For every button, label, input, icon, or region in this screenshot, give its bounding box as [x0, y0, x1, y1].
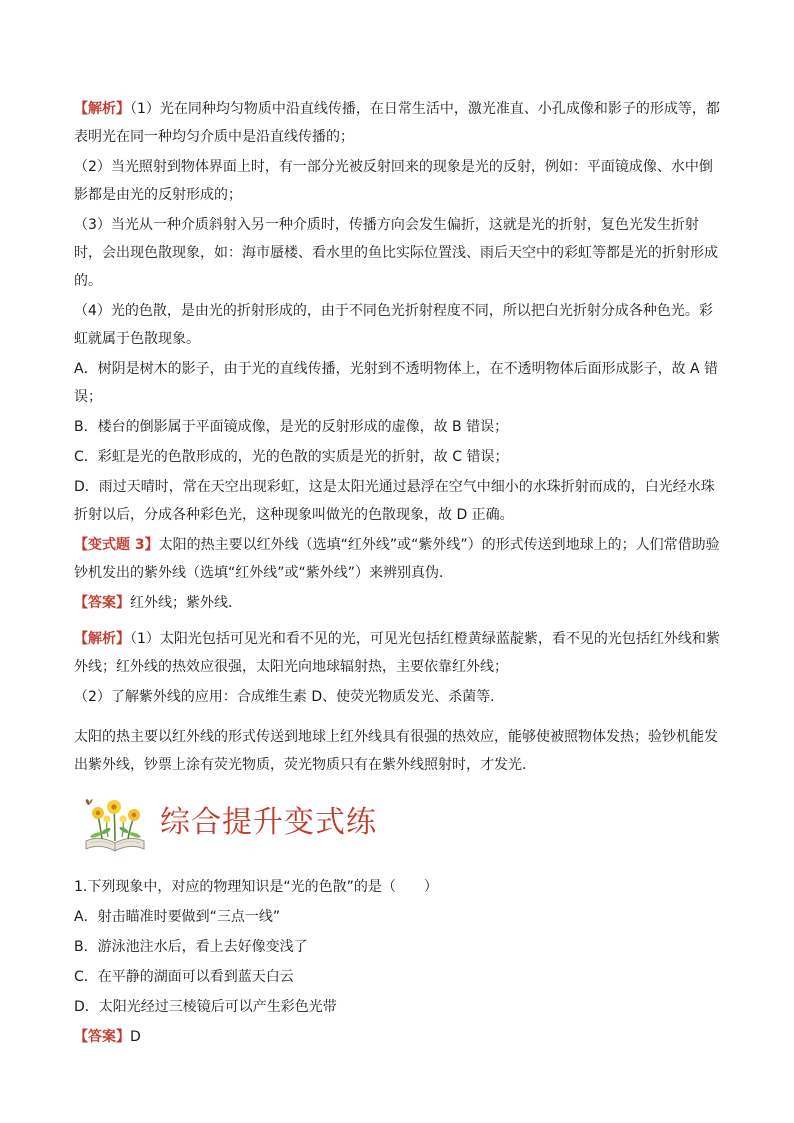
variant3-tag: 【变式题 3】 — [74, 537, 159, 553]
analysis-tag: 【解析】 — [74, 101, 130, 117]
section-banner — [74, 793, 724, 863]
analysis-paragraph-2: （2）当光照射到物体界面上时，有一部分光被反射回来的现象是光的反射，例如：平面镜成像、水中倒影都是由光的反射形成的； — [74, 159, 713, 203]
question-1-option-a: A．射击瞄准时要做到“三点一线” — [74, 909, 281, 925]
analysis-paragraph-1 — [74, 95, 724, 151]
analysis-paragraph-3: （3）当光从一种介质斜射入另一种介质时，传播方向会发生偏折，这就是光的折射，复色光发生折射时，会出现色散现象，如：海市蜃楼、看水里的鱼比实际位置浅、雨后天空中的彩虹等都是光的折射形成的。 — [74, 217, 718, 289]
variant3-analysis-2: （2）了解紫外线的应用：合成维生素 D、使荧光物质发光、杀菌等． — [74, 689, 505, 705]
question-1-stem: 1.下列现象中，对应的物理知识是“光的色散”的是（ ） — [74, 879, 438, 895]
analysis-option-d: D．雨过天晴时，常在天空出现彩虹，这是太阳光通过悬浮在空气中细小的水珠折射而成的，白光经水珠折射以后，分成各种彩色光，这种现象叫做光的色散现象，故 D 正确。 — [74, 479, 715, 523]
answer-tag-2: 【答案】 — [74, 1029, 130, 1045]
section-title: 综合提升变式练 — [160, 805, 377, 840]
question-1-option-d: D．太阳光经过三棱镜后可以产生彩色光带 — [74, 999, 337, 1015]
variant3-question — [74, 531, 724, 587]
analysis-option-c: C．彩虹是光的色散形成的，光的色散的实质是光的折射，故 C 错误； — [74, 449, 509, 465]
analysis-tag-2: 【解析】 — [74, 631, 130, 647]
variant3-question-text: 太阳的热主要以红外线（选填“红外线”或“紫外线”）的形式传送到地球上的；人们常借助验钞机发出的紫外线（选填“红外线”或“紫外线”）来辨别真伪． — [74, 537, 720, 581]
question-1-answer — [74, 1023, 724, 1051]
variant3-summary: 太阳的热主要以红外线的形式传送到地球上红外线具有很强的热效应，能够使被照物体发热；验钞机能发出紫外线，钞票上涂有荧光物质，荧光物质只有在紫外线照射时，才发光． — [74, 729, 718, 773]
question-1-option-b: B．游泳池注水后，看上去好像变浅了 — [74, 939, 308, 955]
analysis-paragraph-4: （4）光的色散，是由光的折射形成的，由于不同色光折射程度不同，所以把白光折射分成各种色光。彩虹就属于色散现象。 — [74, 303, 713, 347]
variant3-answer-text: 红外线；紫外线． — [130, 595, 242, 611]
variant3-analysis-1 — [74, 625, 724, 681]
answer-tag: 【答案】 — [74, 595, 130, 611]
document-page — [74, 95, 724, 1051]
analysis-option-b: B．楼台的倒影属于平面镜成像，是光的反射形成的虚像，故 B 错误； — [74, 419, 509, 435]
question-1-option-c: C．在平静的湖面可以看到蓝天白云 — [74, 969, 294, 985]
analysis-option-a: A．树阴是树木的影子，由于光的直线传播，光射到不透明物体上，在不透明物体后面形成影子，故 A 错误； — [74, 361, 719, 405]
analysis-text-1: （1）光在同种均匀物质中沿直线传播，在日常生活中，激光准直、小孔成像和影子的形成等，都表明光在同一种均匀介质中是沿直线传播的； — [74, 101, 720, 145]
variant3-answer — [74, 589, 724, 617]
variant3-analysis-text-1: （1）太阳光包括可见光和看不见的光，可见光包括红橙黄绿蓝靛紫，看不见的光包括红外线和紫外线；红外线的热效应很强，太阳光向地球辐射热，主要依靠红外线； — [74, 631, 720, 675]
question-1-answer-value: D — [130, 1029, 141, 1045]
open-book-flowers-icon — [80, 797, 150, 855]
